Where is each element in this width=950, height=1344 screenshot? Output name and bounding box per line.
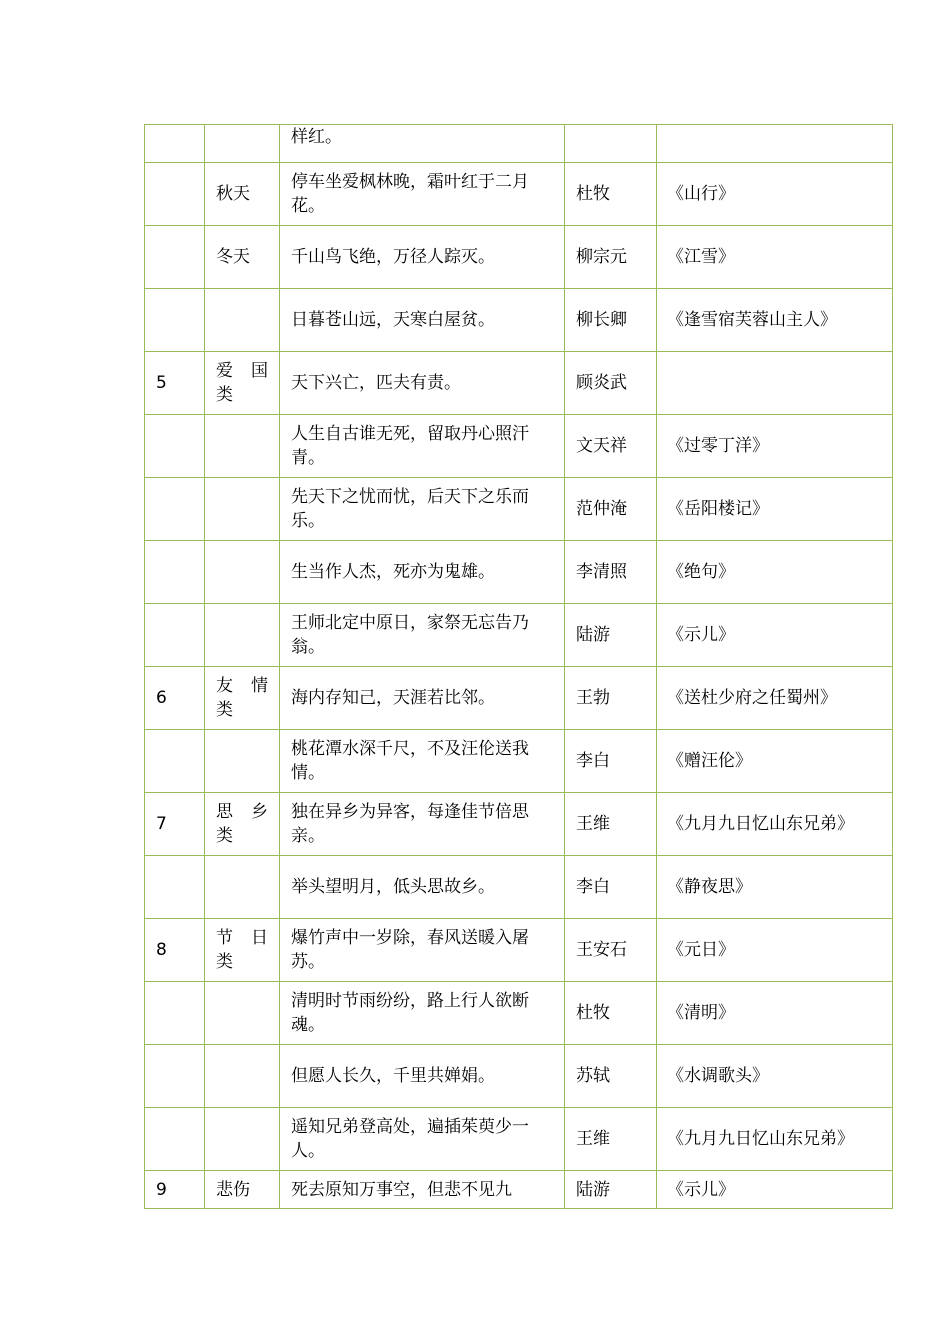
work-title-cell xyxy=(657,125,893,163)
category-line-2: 类 xyxy=(216,826,233,846)
category-cell: 悲伤 xyxy=(205,1171,280,1209)
author-cell: 柳长卿 xyxy=(565,289,657,352)
verse-text: 但愿人长久，千里共婵娟。 xyxy=(280,1045,565,1108)
work-title-cell: 《静夜思》 xyxy=(657,856,893,919)
table-row xyxy=(145,163,893,226)
verse-text: 停车坐爱枫林晚，霜叶红于二月花。 xyxy=(280,163,565,226)
verse-text: 千山鸟飞绝，万径人踪灭。 xyxy=(280,226,565,289)
table-row xyxy=(145,1045,893,1108)
table-row xyxy=(145,856,893,919)
poetry-table xyxy=(144,124,893,1209)
category-line-2: 类 xyxy=(216,952,233,972)
row-number: 7 xyxy=(145,793,205,856)
work-title-cell: 《逢雪宿芙蓉山主人》 xyxy=(657,289,893,352)
table-row xyxy=(145,982,893,1045)
table-row xyxy=(145,478,893,541)
verse-text: 爆竹声中一岁除，春风送暖入屠苏。 xyxy=(280,919,565,982)
verse-text: 人生自古谁无死，留取丹心照汗青。 xyxy=(280,415,565,478)
category-cell xyxy=(205,289,280,352)
category-line-2: 类 xyxy=(216,385,233,405)
row-number xyxy=(145,604,205,667)
author-cell: 王维 xyxy=(565,1108,657,1171)
category-cell xyxy=(205,667,280,730)
category-cell xyxy=(205,541,280,604)
category-cell xyxy=(205,415,280,478)
table-row xyxy=(145,226,893,289)
verse-text: 日暮苍山远，天寒白屋贫。 xyxy=(280,289,565,352)
category-cell xyxy=(205,1045,280,1108)
author-cell: 陆游 xyxy=(565,604,657,667)
poetry-table-body xyxy=(145,125,893,1209)
verse-text: 样红。 xyxy=(280,125,565,163)
category-cell xyxy=(205,352,280,415)
row-number xyxy=(145,415,205,478)
author-cell: 顾炎武 xyxy=(565,352,657,415)
verse-text: 海内存知己，天涯若比邻。 xyxy=(280,667,565,730)
category-cell: 冬天 xyxy=(205,226,280,289)
row-number xyxy=(145,289,205,352)
row-number: 8 xyxy=(145,919,205,982)
author-cell: 王安石 xyxy=(565,919,657,982)
row-number: 5 xyxy=(145,352,205,415)
category-line-2: 类 xyxy=(216,700,233,720)
category-line-1: 节 日 xyxy=(216,928,268,948)
verse-text: 遥知兄弟登高处，遍插茱萸少一人。 xyxy=(280,1108,565,1171)
category-cell xyxy=(205,856,280,919)
row-number: 6 xyxy=(145,667,205,730)
table-row xyxy=(145,1108,893,1171)
category-cell xyxy=(205,982,280,1045)
row-number: 9 xyxy=(145,1171,205,1209)
row-number xyxy=(145,982,205,1045)
author-cell xyxy=(565,125,657,163)
table-row xyxy=(145,919,893,982)
author-cell: 王维 xyxy=(565,793,657,856)
author-cell: 苏轼 xyxy=(565,1045,657,1108)
author-cell: 杜牧 xyxy=(565,163,657,226)
table-row xyxy=(145,541,893,604)
category-cell: 秋天 xyxy=(205,163,280,226)
author-cell: 李清照 xyxy=(565,541,657,604)
verse-text: 桃花潭水深千尺，不及汪伦送我情。 xyxy=(280,730,565,793)
row-number xyxy=(145,478,205,541)
work-title-cell: 《九月九日忆山东兄弟》 xyxy=(657,793,893,856)
verse-text: 清明时节雨纷纷，路上行人欲断魂。 xyxy=(280,982,565,1045)
work-title-cell: 《绝句》 xyxy=(657,541,893,604)
table-row xyxy=(145,352,893,415)
table-row xyxy=(145,604,893,667)
category-cell xyxy=(205,478,280,541)
row-number xyxy=(145,226,205,289)
work-title-cell xyxy=(657,352,893,415)
category-cell xyxy=(205,730,280,793)
work-title-cell: 《示儿》 xyxy=(657,604,893,667)
category-line-1: 爱 国 xyxy=(216,361,268,381)
work-title-cell: 《九月九日忆山东兄弟》 xyxy=(657,1108,893,1171)
verse-text: 先天下之忧而忧，后天下之乐而乐。 xyxy=(280,478,565,541)
work-title-cell: 《元日》 xyxy=(657,919,893,982)
work-title-cell: 《岳阳楼记》 xyxy=(657,478,893,541)
verse-text: 死去原知万事空，但悲不见九 xyxy=(280,1171,565,1209)
work-title-cell: 《送杜少府之任蜀州》 xyxy=(657,667,893,730)
row-number xyxy=(145,541,205,604)
work-title-cell: 《示儿》 xyxy=(657,1171,893,1209)
work-title-cell: 《江雪》 xyxy=(657,226,893,289)
author-cell: 李白 xyxy=(565,856,657,919)
row-number xyxy=(145,1045,205,1108)
row-number xyxy=(145,163,205,226)
author-cell: 李白 xyxy=(565,730,657,793)
work-title-cell: 《水调歌头》 xyxy=(657,1045,893,1108)
table-row xyxy=(145,667,893,730)
category-cell xyxy=(205,919,280,982)
category-cell xyxy=(205,793,280,856)
verse-text: 王师北定中原日，家祭无忘告乃翁。 xyxy=(280,604,565,667)
category-cell xyxy=(205,604,280,667)
verse-text: 天下兴亡，匹夫有责。 xyxy=(280,352,565,415)
table-row xyxy=(145,125,893,163)
table-row xyxy=(145,289,893,352)
row-number xyxy=(145,730,205,793)
work-title-cell: 《过零丁洋》 xyxy=(657,415,893,478)
row-number xyxy=(145,125,205,163)
category-line-1: 思 乡 xyxy=(216,802,268,822)
author-cell: 文天祥 xyxy=(565,415,657,478)
verse-text: 独在异乡为异客，每逢佳节倍思亲。 xyxy=(280,793,565,856)
work-title-cell: 《山行》 xyxy=(657,163,893,226)
table-row xyxy=(145,415,893,478)
work-title-cell: 《赠汪伦》 xyxy=(657,730,893,793)
row-number xyxy=(145,1108,205,1171)
row-number xyxy=(145,856,205,919)
verse-text: 举头望明月，低头思故乡。 xyxy=(280,856,565,919)
category-line-1: 友 情 xyxy=(216,676,268,696)
category-cell xyxy=(205,1108,280,1171)
category-cell xyxy=(205,125,280,163)
table-row xyxy=(145,1171,893,1209)
verse-text: 生当作人杰，死亦为鬼雄。 xyxy=(280,541,565,604)
author-cell: 范仲淹 xyxy=(565,478,657,541)
table-row xyxy=(145,730,893,793)
work-title-cell: 《清明》 xyxy=(657,982,893,1045)
table-row xyxy=(145,793,893,856)
author-cell: 杜牧 xyxy=(565,982,657,1045)
author-cell: 王勃 xyxy=(565,667,657,730)
author-cell: 柳宗元 xyxy=(565,226,657,289)
author-cell: 陆游 xyxy=(565,1171,657,1209)
